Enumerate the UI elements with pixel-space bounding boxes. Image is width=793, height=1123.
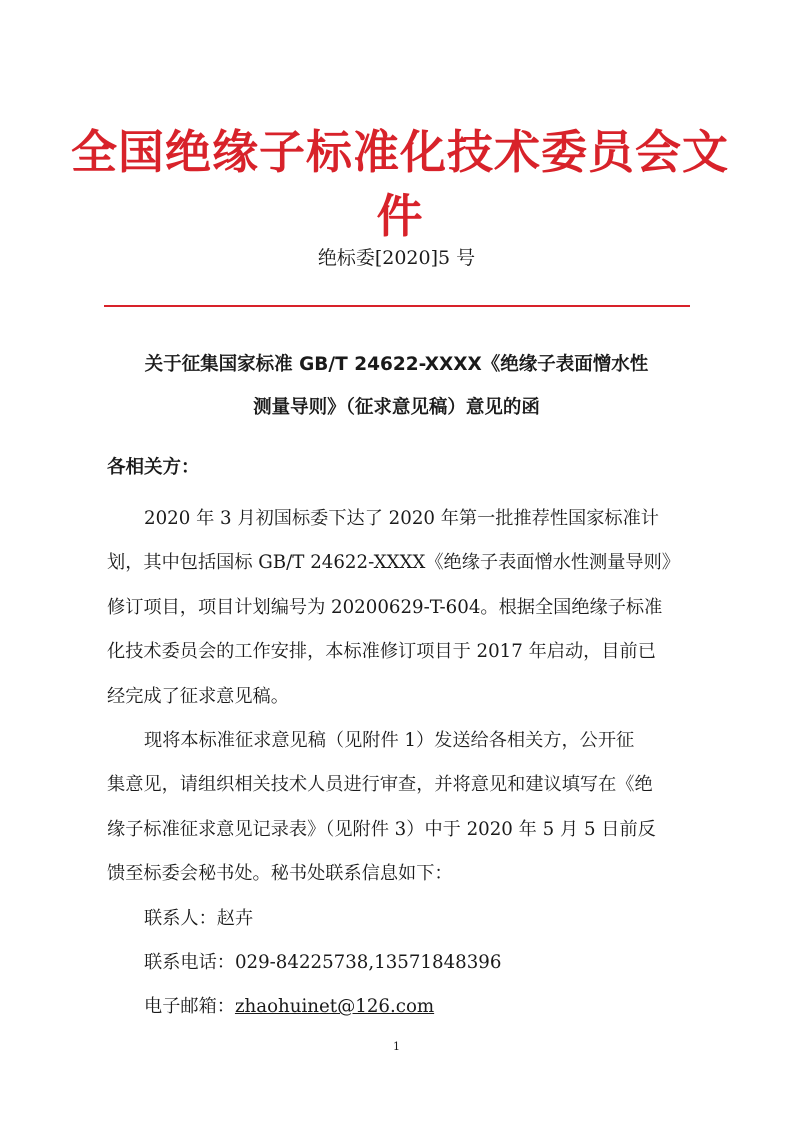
paragraph-1-line-1: 2020 年 3 月初国标委下达了 2020 年第一批推荐性国家标准计: [144, 508, 659, 529]
email-label: 电子邮箱：: [144, 996, 235, 1018]
paragraph-2-line-2: 集意见，请组织相关技术人员进行审查，并将意见和建议填写在《绝: [107, 774, 653, 796]
email-link[interactable]: zhaohuinet@126.com: [234, 996, 435, 1018]
paragraph-1-line-3: 修订项目，项目计划编号为 20200629-T-604。根据全国绝缘子标准: [107, 596, 663, 618]
paragraph-2-line-1: 现将本标准征求意见稿（见附件 1）发送给各相关方，公开征: [144, 729, 635, 751]
paragraph-2-line-3: 缘子标准征求意见记录表》（见附件 3）中于 2020 年 5 月 5 日前反: [107, 818, 656, 840]
paragraph-1-line-2: 划，其中包括国标 GB/T 24622-XXXX《绝缘子表面憎水性测量导则》: [107, 552, 680, 574]
document-header-title: 全国绝缘子标准化技术委员会文件: [71, 125, 729, 243]
document-number: 绝标委[2020]5 号: [317, 247, 476, 269]
paragraph-1-line-4: 化技术委员会的工作安排，本标准修订项目于 2017 年启动，目前已: [107, 641, 656, 663]
document-body: [107, 497, 697, 1030]
salutation: 各相关方：: [107, 457, 200, 478]
red-divider-line: [104, 305, 690, 307]
subject-line-1: 关于征集国家标准 GB/T 24622-XXXX《绝缘子表面憎水性: [144, 354, 649, 375]
paragraph-2-line-4: 馈至标委会秘书处。秘书处联系信息如下：: [107, 863, 453, 885]
subject-line-2: 测量导则》（征求意见稿）意见的函: [253, 397, 540, 418]
contact-email-row: [107, 985, 697, 1029]
contact-phone: 联系电话：029-84225738,13571848396: [144, 951, 502, 973]
document-subject: [90, 343, 703, 429]
paragraph-1-line-5: 经完成了征求意见稿。: [107, 685, 289, 707]
page-number: 1: [393, 1040, 400, 1053]
contact-person: 联系人：赵卉: [144, 907, 254, 929]
